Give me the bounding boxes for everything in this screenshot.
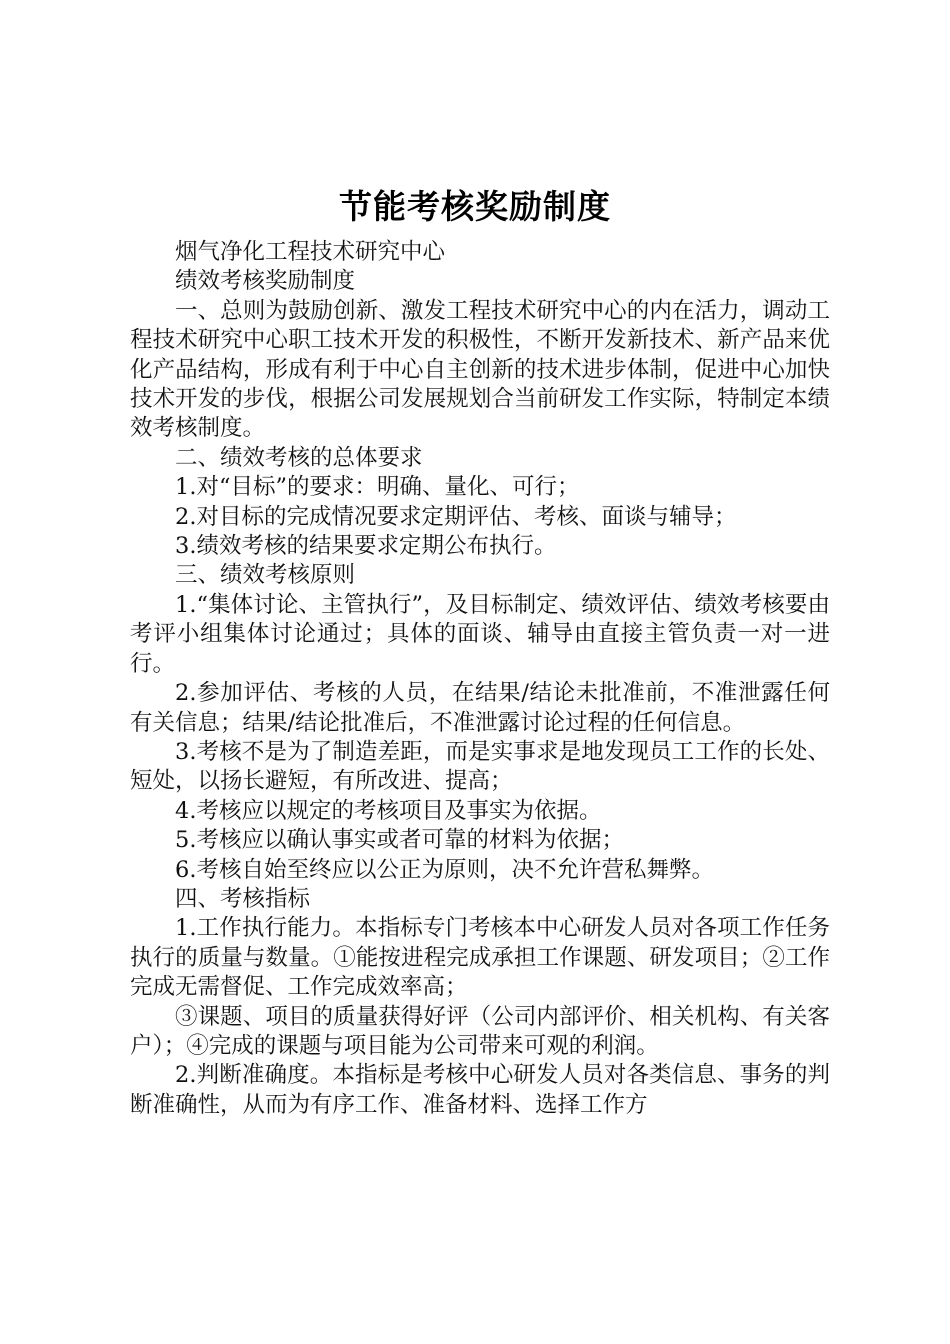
- paragraph-system-name: 绩效考核奖励制度: [175, 268, 356, 295]
- paragraph-principle-4: 4.考核应以规定的考核项目及事实为依据。: [175, 797, 602, 824]
- paragraph-indicator-1-continued: ③课题、项目的质量获得好评（公司内部评价、相关机构、有关客户）；④完成的课题与项目能为公司带来可观的利润。: [130, 1003, 830, 1059]
- paragraph-center-name: 烟气净化工程技术研究中心: [175, 239, 446, 265]
- document-title: 节能考核奖励制度: [339, 187, 611, 226]
- paragraph-requirement-3: 3.绩效考核的结果要求定期公布执行。: [175, 533, 557, 560]
- paragraph-principle-2: 2.参加评估、考核的人员，在结果/结论未批准前，不准泄露任何有关信息；结果/结论批准后，不准泄露讨论过程的任何信息。: [130, 680, 830, 736]
- section-heading-overall-requirements: 二、绩效考核的总体要求: [175, 444, 423, 471]
- paragraph-requirement-1: 1.对“目标”的要求：明确、量化、可行；: [175, 474, 580, 501]
- paragraph-indicator-2: 2.判断准确度。本指标是考核中心研发人员对各类信息、事务的判断准确性，从而为有序工作、准备材料、选择工作方: [130, 1062, 830, 1118]
- paragraph-principle-6: 6.考核自始至终应以公正为原则，决不允许营私舞弊。: [175, 856, 714, 883]
- paragraph-principle-1: 1.“集体讨论、主管执行”，及目标制定、绩效评估、绩效考核要由考评小组集体讨论通过；具体的面谈、辅导由直接主管负责一对一进行。: [130, 591, 830, 677]
- section-heading-principles: 三、绩效考核原则: [175, 562, 356, 589]
- paragraph-general-principles: 一、总则为鼓励创新、激发工程技术研究中心的内在活力，调动工程技术研究中心职工技术开发的积极性，不断开发新技术、新产品来优化产品结构，形成有利于中心自主创新的技术进步体制，促进中心加快技术开发的步伐，根据公司发展规划合当前研发工作实际，特制定本绩效考核制度。: [130, 297, 830, 442]
- paragraph-principle-5: 5.考核应以确认事实或者可靠的材料为依据；: [175, 827, 624, 854]
- paragraph-principle-3: 3.考核不是为了制造差距，而是实事求是地发现员工工作的长处、短处，以扬长避短，有所改进、提高；: [130, 738, 830, 795]
- section-heading-indicators: 四、考核指标: [175, 885, 311, 912]
- document-body: [130, 238, 830, 1120]
- paragraph-indicator-1: 1.工作执行能力。本指标专门考核本中心研发人员对各项工作任务执行的质量与数量。①能按进程完成承担工作课题、研发项目；②工作完成无需督促、工作完成效率高；: [130, 915, 830, 1001]
- paragraph-requirement-2: 2.对目标的完成情况要求定期评估、考核、面谈与辅导；: [175, 503, 737, 530]
